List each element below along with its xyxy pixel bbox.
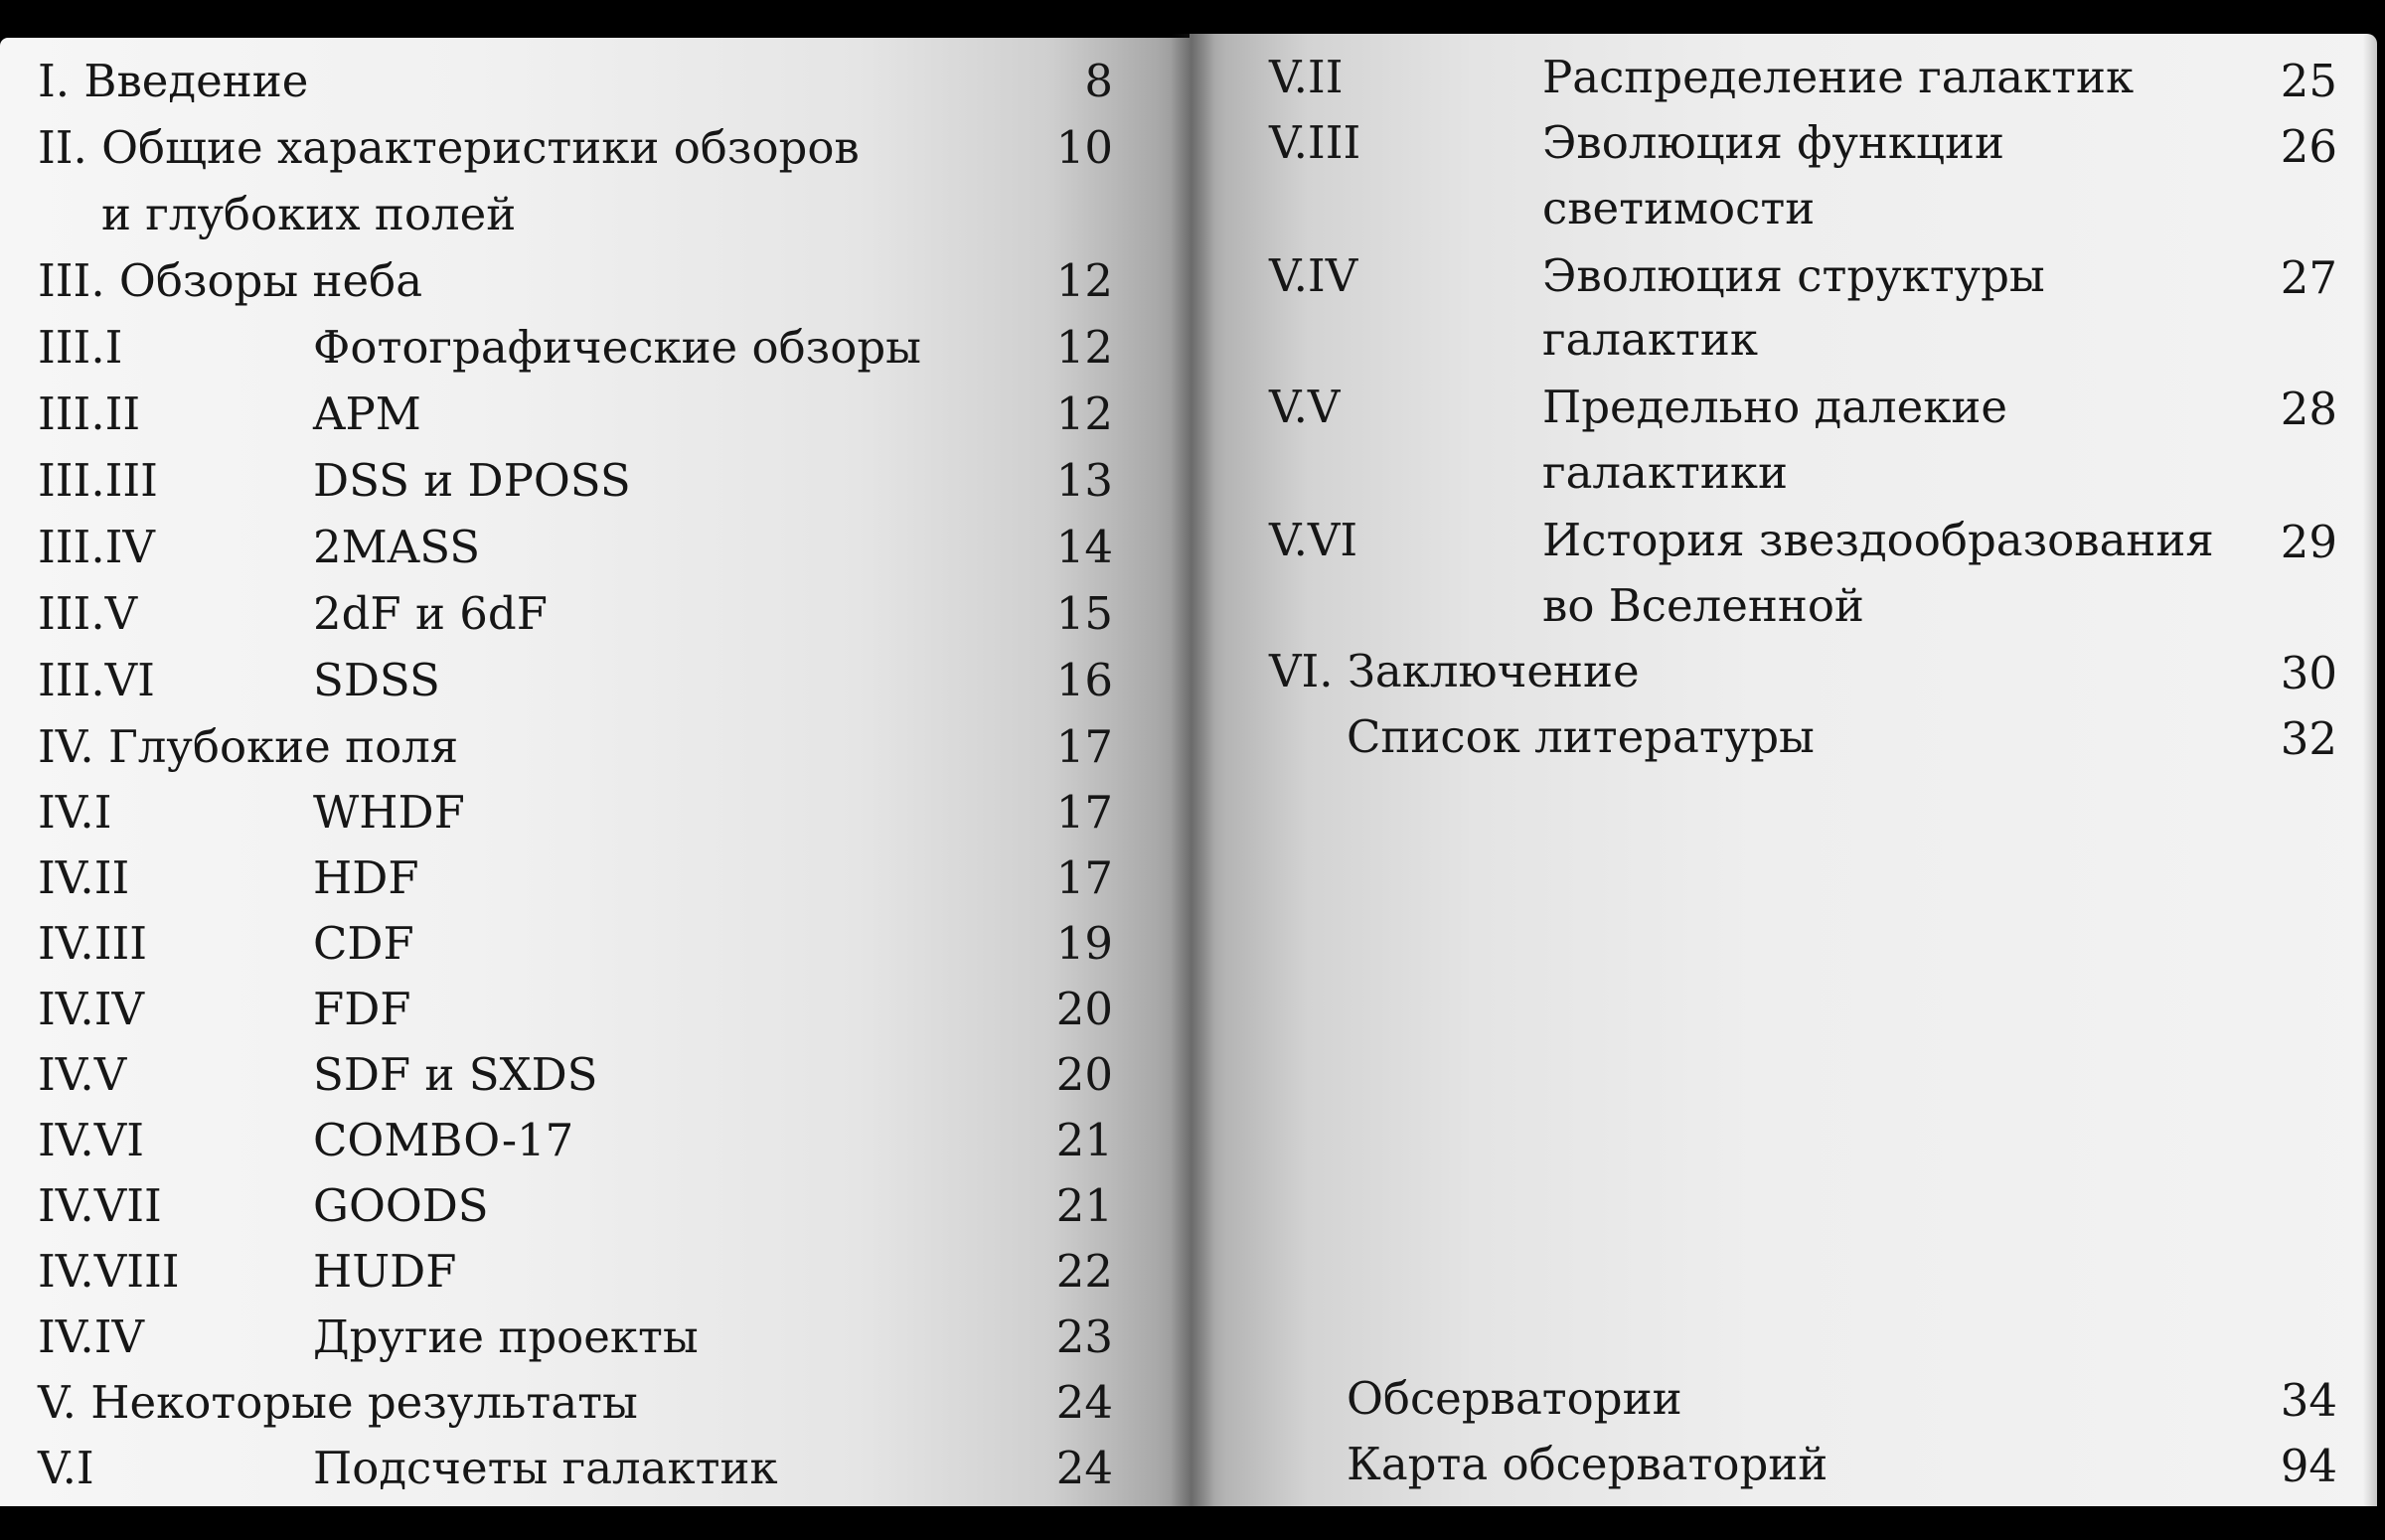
toc-section-number: IV.IV [38,1310,144,1363]
toc-page-number: 20 [1055,1048,1113,1101]
toc-section-title-continuation: светимости [1542,182,1816,234]
toc-page-number: 13 [1055,454,1113,507]
toc-section-title-continuation: во Вселенной [1542,579,1864,632]
toc-section-number: IV.II [38,851,130,904]
toc-page-number: 94 [2280,1440,2337,1492]
toc-page-number: 12 [1055,254,1113,307]
toc-page-number: 19 [1055,917,1113,970]
toc-page-number: 12 [1055,321,1113,374]
toc-section-number: V.I [38,1442,94,1494]
toc-section-number: V.II [1269,51,1344,103]
toc-chapter-title: VI. Заключение [1269,645,1640,697]
toc-section-title: SDF и SXDS [313,1048,598,1101]
toc-page-number: 30 [2280,647,2337,699]
toc-section-title: WHDF [313,786,465,839]
toc-chapter-title: II. Общие характеристики обзоров [38,121,860,174]
toc-chapter-title: III. Обзоры неба [38,254,423,307]
toc-section-number: III.II [38,387,141,440]
toc-back-matter-title: Список литературы [1347,710,1815,763]
toc-page-number: 28 [2280,383,2337,435]
toc-section-title: DSS и DPOSS [313,454,631,507]
toc-page-number: 8 [1084,55,1113,107]
toc-page-number: 25 [2280,55,2337,107]
toc-page-number: 14 [1055,521,1113,573]
toc-section-title: 2MASS [313,521,481,573]
toc-section-number: III.VI [38,654,155,706]
toc-section-title: Подсчеты галактик [313,1442,778,1494]
toc-section-number: III.I [38,321,123,374]
toc-page-number: 23 [1055,1310,1113,1363]
toc-section-title-continuation: галактик [1542,313,1758,366]
toc-section-number: IV.III [38,917,148,970]
toc-section-number: III.III [38,454,158,507]
toc-section-title: APM [313,387,421,440]
toc-section-title: Фотографические обзоры [313,321,921,374]
toc-chapter-title: V. Некоторые результаты [38,1376,638,1429]
right-page [1190,34,2377,1506]
toc-page-number: 34 [2280,1374,2337,1427]
toc-section-title-continuation: галактики [1542,446,1788,499]
toc-chapter-title: I. Введение [38,55,309,107]
toc-page-number: 20 [1055,983,1113,1035]
toc-section-title: GOODS [313,1179,489,1232]
toc-section-number: V.IV [1269,249,1358,302]
toc-section-title: Распределение галактик [1542,51,2135,103]
toc-section-title: Эволюция структуры [1542,249,2045,302]
toc-section-number: IV.VII [38,1179,162,1232]
toc-page-number: 32 [2280,712,2337,765]
toc-section-number: III.V [38,587,138,640]
toc-section-number: IV.V [38,1048,127,1101]
toc-page-number: 24 [1055,1442,1113,1494]
toc-page-number: 29 [2280,516,2337,568]
toc-chapter-title: IV. Глубокие поля [38,720,459,773]
toc-section-number: III.IV [38,521,155,573]
toc-page-number: 21 [1055,1114,1113,1166]
toc-section-title: HUDF [313,1245,457,1298]
toc-section-title: Эволюция функции [1542,116,2004,169]
toc-section-title: История звездообразования [1542,514,2214,566]
toc-section-number: IV.I [38,786,112,839]
toc-page-number: 22 [1055,1245,1113,1298]
toc-section-title: Предельно далекие [1542,381,2007,433]
toc-page-number: 17 [1055,851,1113,904]
toc-page-number: 21 [1055,1179,1113,1232]
toc-back-matter-title: Обсерватории [1347,1372,1682,1425]
toc-section-number: V.III [1269,116,1361,169]
toc-section-number: IV.VI [38,1114,144,1166]
toc-page-number: 17 [1055,786,1113,839]
toc-section-title: COMBO-17 [313,1114,574,1166]
toc-page-number: 27 [2280,251,2337,304]
toc-page-number: 24 [1055,1376,1113,1429]
toc-page-number: 17 [1055,720,1113,773]
toc-section-title: 2dF и 6dF [313,587,548,640]
toc-back-matter-title: Карта обсерваторий [1347,1438,1828,1490]
toc-page-number: 12 [1055,387,1113,440]
toc-chapter-title-continuation: и глубоких полей [101,188,517,240]
toc-page-number: 15 [1055,587,1113,640]
left-page [0,38,1192,1506]
toc-section-title: Другие проекты [313,1310,699,1363]
toc-section-title: CDF [313,917,414,970]
toc-section-number: V.V [1269,381,1341,433]
toc-page-number: 16 [1055,654,1113,706]
toc-page-number: 10 [1055,121,1113,174]
toc-section-title: SDSS [313,654,440,706]
toc-section-number: IV.IV [38,983,144,1035]
toc-section-title: HDF [313,851,419,904]
toc-section-number: IV.VIII [38,1245,180,1298]
toc-page-number: 26 [2280,120,2337,173]
toc-section-title: FDF [313,983,411,1035]
toc-section-number: V.VI [1269,514,1358,566]
